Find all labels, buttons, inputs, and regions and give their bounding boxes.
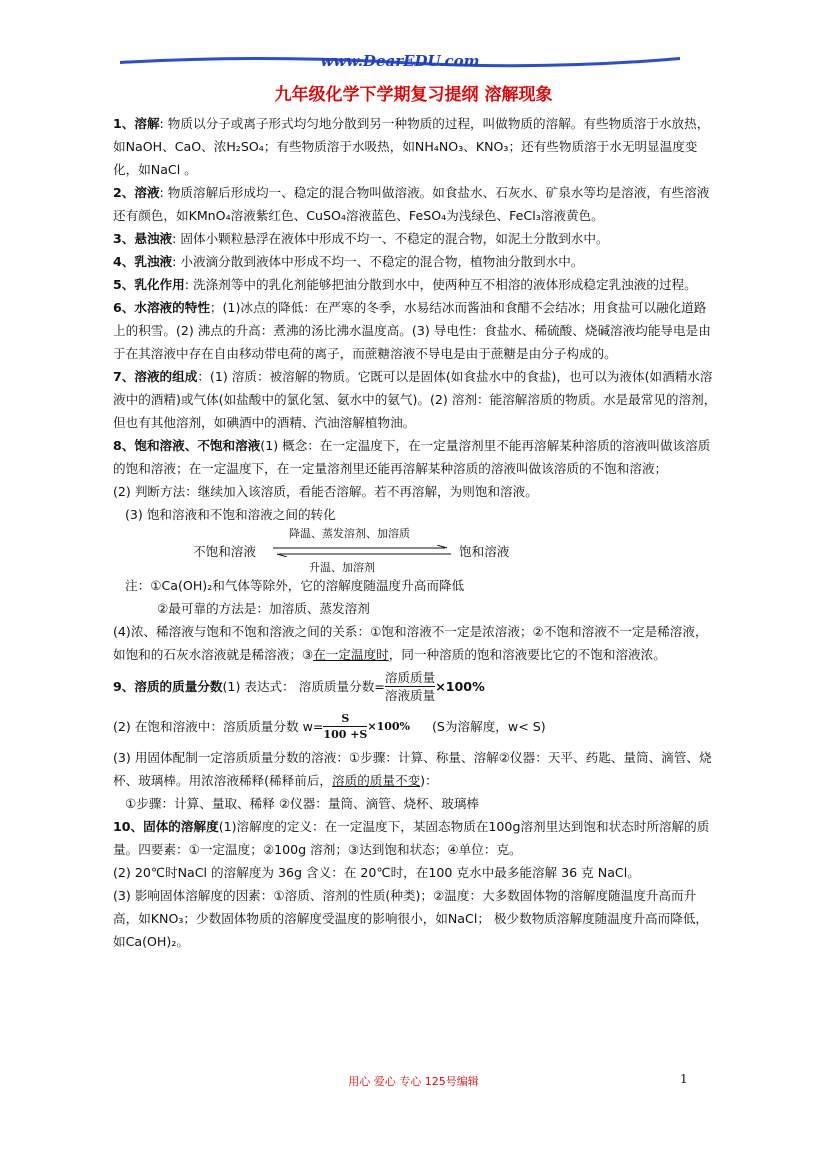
page-number: 1 bbox=[680, 1072, 688, 1086]
section-8-relation bbox=[113, 620, 718, 666]
section-text: : 固体小颗粒悬浮在液体中形成不均一、不稳定的混合物，如泥土分散到水中。 bbox=[172, 231, 609, 246]
section-heading: 10、固体的溶解度 bbox=[113, 819, 219, 834]
section-heading: 4、乳浊液 bbox=[113, 254, 173, 269]
site-url: www.DearEDU.com bbox=[320, 52, 480, 70]
fraction-denominator: 溶液质量 bbox=[384, 687, 436, 703]
section-text: (1) 概念：在一定温度下，在一定量溶剂里不能再溶解某种溶质的溶液叫做该溶质的饱和溶液；在一定温度下，在一定量溶剂里还能再溶解某种溶质的溶液叫做该溶质的不饱和溶液； bbox=[113, 438, 711, 476]
saturated-label: (2) 在饱和溶液中：溶质质量分数 w= bbox=[113, 718, 324, 734]
section-heading: 8、饱和溶液、不饱和溶液 bbox=[113, 438, 261, 453]
section-10-factors: (3) 影响固体溶解度的因素：①溶质、溶剂的性质(种类)；②温度：大多数固体物的溶解度随温度升高而升高，如KNO₃；少数固体物质的溶解度受温度的影响很小，如NaCl； 极少数物质溶解度随温度升高而降低，如Ca(OH)₂。 bbox=[113, 888, 709, 949]
fraction-numerator: 溶质质量 bbox=[384, 669, 436, 685]
forward-condition: 降温、蒸发溶剂、加溶质 bbox=[289, 527, 410, 540]
section-text: ；(1)冰点的降低：在严寒的冬季，水易结冰而酱油和食醋不会结冰；用食盐可以融化道路上的积雪。(2) 沸点的升高：煮沸的汤比沸水温度高。(3) 导电性：食盐水、稀硫酸、烧碱溶液均能导电是由于在其溶液中存在自由移动带电荷的离子，而蔗糖溶液不导电是由于蔗糖是由分子构成的。 bbox=[113, 300, 711, 361]
section-3 bbox=[113, 227, 718, 250]
section-6 bbox=[113, 296, 718, 365]
section-heading: 7、溶液的组成 bbox=[113, 369, 198, 384]
section-7 bbox=[113, 365, 718, 434]
section-1 bbox=[113, 112, 718, 181]
fraction-multiplier: ×100% bbox=[367, 719, 411, 733]
section-4 bbox=[113, 250, 718, 273]
page-title: 九年级化学下学期复习提纲 溶解现象 bbox=[274, 85, 553, 105]
prepare-text: (3) 用固体配制一定溶质质量分数的溶液：①步骤：计算、称量、溶解②仪器：天平、药匙、量筒、滴管、烧杯、玻璃棒。用浓溶液稀释(稀释前后， bbox=[113, 750, 712, 788]
document-body bbox=[113, 112, 718, 953]
fraction-denominator: 100 +S bbox=[323, 727, 368, 741]
solubility-note: (S为溶解度，w< S) bbox=[432, 718, 546, 734]
formula-label: (1) 表达式： 溶质质量分数= bbox=[222, 678, 385, 694]
section-heading: 6、水溶液的特性 bbox=[113, 300, 210, 315]
section-2 bbox=[113, 181, 718, 227]
section-10 bbox=[113, 815, 718, 861]
section-5 bbox=[113, 273, 718, 296]
section-heading: 1、溶解 bbox=[113, 116, 160, 131]
reverse-condition: 升温、加溶剂 bbox=[309, 561, 375, 574]
prepare-text-end: )： bbox=[420, 773, 438, 788]
relation-text-end: ，同一种溶质的饱和溶液要比它的不饱和溶液浓。 bbox=[388, 647, 666, 662]
section-text: (1)溶解度的定义：在一定温度下，某固态物质在100g溶剂里达到饱和状态时所溶解的质量。四要素：①一定温度；②100g 溶剂；③达到饱和状态；④单位：克。 bbox=[113, 819, 710, 857]
relation-text: (4)浓、稀溶液与饱和不饱和溶液之间的关系：①饱和溶液不一定是浓溶液；②不饱和溶液不一定是稀溶液，如饱和的石灰水溶液就是稀溶液；③ bbox=[113, 624, 708, 662]
section-heading: 9、溶质的质量分数 bbox=[113, 678, 223, 694]
section-8-judge: (2) 判断方法：继续加入该溶质，看能否溶解。若不再溶解，为则饱和溶液。 bbox=[113, 484, 538, 499]
fraction-numerator: S bbox=[323, 711, 367, 727]
section-9-prepare bbox=[113, 746, 718, 792]
saturated-label: 饱和溶液 bbox=[459, 544, 510, 559]
relation-underlined: 在一定温度时 bbox=[313, 647, 389, 662]
section-text: ：(1) 溶质：被溶解的物质。它既可以是固体(如食盐水中的食盐)，也可以为液体(如酒精水溶液中的酒精)或气体(如盐酸中的氯化氢、氨水中的氨气)。(2) 溶剂：能溶解溶质的物质。水是最常见的溶剂，但也有其他溶剂，如碘酒中的酒精、汽油溶解植物油。 bbox=[113, 369, 717, 430]
note-1: 注：①Ca(OH)₂和气体等除外，它的溶解度随温度升高而降低 bbox=[125, 578, 465, 593]
section-10-example: (2) 20℃时NaCl 的溶解度为 36g 含义：在 20℃时，在100 克水中最多能溶解 36 克 NaCl。 bbox=[113, 865, 640, 880]
fraction-multiplier: ×100% bbox=[435, 678, 485, 694]
site-banner bbox=[120, 52, 680, 74]
mass-fraction bbox=[385, 669, 435, 704]
prepare-underlined: 溶质的质量不变 bbox=[332, 773, 421, 788]
section-text: : 洗涤剂等中的乳化剂能够把油分散到水中，使两种互不相溶的液体形成稳定乳浊液的过程。 bbox=[184, 277, 697, 292]
conversion-diagram bbox=[113, 526, 718, 574]
section-9-saturated bbox=[113, 706, 718, 746]
section-8-conversion-label: (3) 饱和溶液和不饱和溶液之间的转化 bbox=[125, 507, 336, 522]
section-text: : 小液滴分散到液体中形成不均一、不稳定的混合物，植物油分散到水中。 bbox=[172, 254, 584, 269]
section-heading: 5、乳化作用 bbox=[113, 277, 185, 292]
section-text: : 物质以分子或离子形式均匀地分散到另一种物质的过程，叫做物质的溶解。有些物质溶于水放热，如NaOH、CaO、浓H₂SO₄；有些物质溶于水吸热，如NH₄NO₃、KNO₃；还有些物质溶于水无明显温度变化，如NaCl 。 bbox=[113, 116, 710, 177]
unsaturated-label: 不饱和溶液 bbox=[193, 544, 256, 559]
section-heading: 3、悬浊液 bbox=[113, 231, 173, 246]
footer-text: 用心 爱心 专心 125号编辑 bbox=[348, 1075, 479, 1088]
dilution-steps: ①步骤：计算、量取、稀释 ②仪器：量筒、滴管、烧杯、玻璃棒 bbox=[125, 796, 480, 811]
solubility-fraction bbox=[323, 711, 367, 742]
note-2: ②最可靠的方法是：加溶质、蒸发溶剂 bbox=[157, 601, 370, 616]
section-9-formula bbox=[113, 666, 718, 706]
section-heading: 2、溶液 bbox=[113, 185, 160, 200]
section-text: : 物质溶解后形成均一、稳定的混合物叫做溶液。如食盐水、石灰水、矿泉水等均是溶液，有些溶液还有颜色，如KMnO₄溶液紫红色、CuSO₄溶液蓝色、FeSO₄为浅绿色、FeCl₃溶液黄色。 bbox=[113, 185, 710, 223]
section-8 bbox=[113, 434, 718, 480]
